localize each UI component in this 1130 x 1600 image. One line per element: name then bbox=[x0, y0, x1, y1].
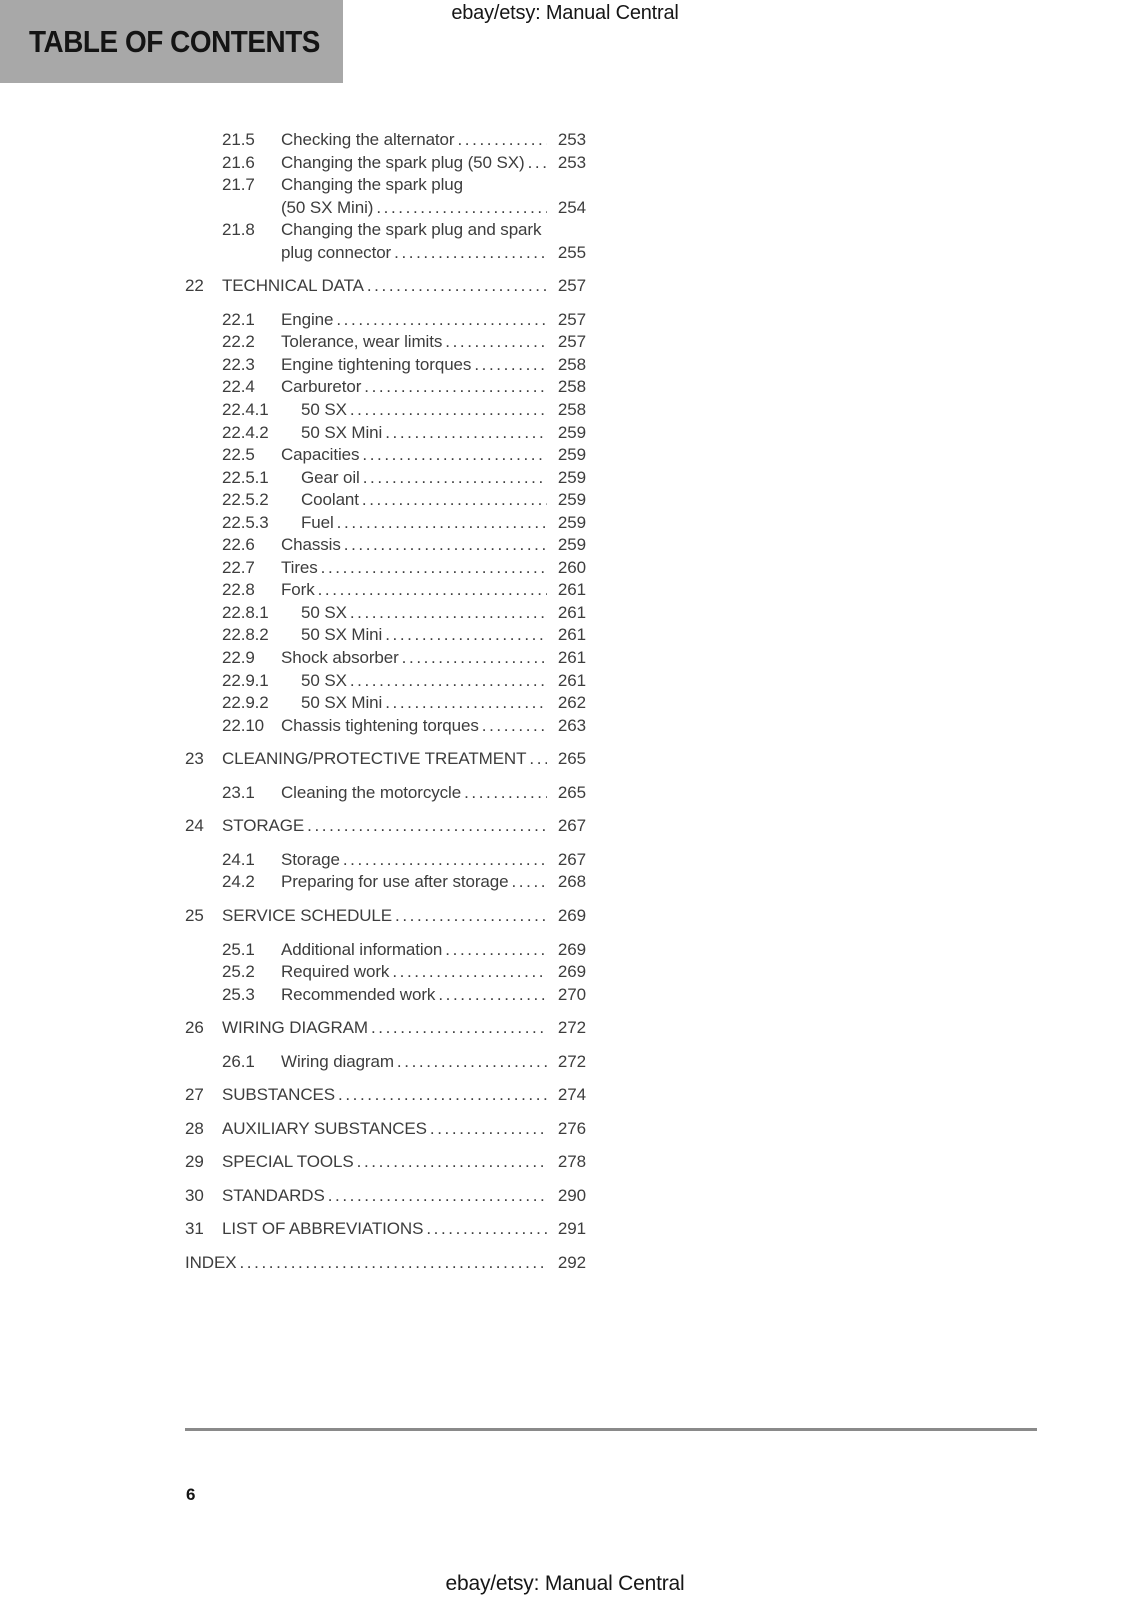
toc-entry-number: 26 bbox=[185, 1018, 204, 1038]
toc-entry bbox=[185, 242, 586, 265]
toc-entry-number: 22.7 bbox=[222, 557, 255, 577]
toc-entry-number: 25 bbox=[185, 905, 204, 925]
toc-entry-page: 268 bbox=[557, 872, 586, 892]
toc-entry-number: 25.1 bbox=[222, 939, 255, 959]
toc-entry bbox=[185, 602, 586, 625]
toc-entry-number: 22.9 bbox=[222, 648, 255, 668]
toc-entry-number: 24.2 bbox=[222, 872, 255, 892]
dot-leader bbox=[321, 557, 547, 580]
dot-leader bbox=[362, 444, 547, 467]
toc-entry-page: 261 bbox=[557, 648, 586, 668]
toc-entry-number: 29 bbox=[185, 1152, 204, 1172]
toc-entry-title: Changing the spark plug and spark bbox=[281, 220, 542, 240]
toc-entry-page: 260 bbox=[557, 557, 586, 577]
dot-leader bbox=[482, 715, 547, 738]
toc-entry-number: 22.4.2 bbox=[222, 422, 269, 442]
toc-entry-number: 21.8 bbox=[222, 220, 255, 240]
toc-entry-number: 22.5.2 bbox=[222, 490, 269, 510]
toc-entry-title: Fuel bbox=[301, 512, 334, 532]
toc-entry-page: 262 bbox=[557, 693, 586, 713]
toc-entry bbox=[185, 129, 586, 152]
toc-entry-number: 21.5 bbox=[222, 130, 255, 149]
dot-leader bbox=[364, 376, 547, 399]
toc-entry-page: 272 bbox=[557, 1018, 586, 1038]
toc-entry bbox=[185, 275, 586, 298]
toc-entry-title: Coolant bbox=[301, 490, 359, 510]
toc-entry bbox=[185, 782, 586, 805]
toc-entry-title: Additional information bbox=[281, 939, 443, 959]
dot-leader bbox=[445, 331, 547, 354]
dot-leader bbox=[239, 1252, 547, 1275]
toc-entry-title: WIRING DIAGRAM bbox=[222, 1018, 368, 1038]
dot-leader bbox=[392, 961, 547, 984]
toc-entry-title: 50 SX bbox=[301, 400, 347, 420]
toc-entry-title: Checking the alternator bbox=[281, 130, 455, 149]
toc-entry-title: Wiring diagram bbox=[281, 1051, 394, 1071]
toc-entry-title: SUBSTANCES bbox=[222, 1085, 335, 1105]
toc-entry bbox=[185, 1151, 586, 1174]
toc-entry-number: 22.8.2 bbox=[222, 625, 269, 645]
dot-leader bbox=[457, 129, 547, 152]
toc-entry bbox=[185, 961, 586, 984]
toc-entry-number: 22.4.1 bbox=[222, 400, 269, 420]
toc-entry bbox=[185, 984, 586, 1007]
toc-entry bbox=[185, 1051, 586, 1074]
toc-entry bbox=[185, 624, 586, 647]
toc-entry-title: TECHNICAL DATA bbox=[222, 276, 364, 296]
toc-entry-page: 257 bbox=[557, 332, 586, 352]
toc-entry-title: Capacities bbox=[281, 445, 360, 465]
dot-leader bbox=[376, 197, 547, 220]
footer-divider bbox=[185, 1428, 1037, 1431]
toc-entry-number: 22.5.3 bbox=[222, 512, 269, 532]
dot-leader bbox=[511, 871, 547, 894]
toc-entry bbox=[185, 939, 586, 962]
toc-entry-page: 259 bbox=[557, 490, 586, 510]
dot-leader bbox=[350, 670, 547, 693]
dot-leader bbox=[464, 782, 547, 805]
toc-entry-number: 21.7 bbox=[222, 175, 255, 195]
toc-entry-title: SPECIAL TOOLS bbox=[222, 1152, 354, 1172]
toc-entry-title: Storage bbox=[281, 849, 340, 869]
toc-heading-box bbox=[0, 0, 343, 83]
toc-entry-number: 27 bbox=[185, 1085, 204, 1105]
toc-entry-title: SERVICE SCHEDULE bbox=[222, 905, 393, 925]
toc-entry bbox=[185, 534, 586, 557]
dot-leader bbox=[402, 647, 547, 670]
toc-entry-page: 263 bbox=[557, 715, 586, 735]
toc-entry-title: Chassis tightening torques bbox=[281, 715, 479, 735]
toc-entry bbox=[185, 715, 586, 738]
toc-entry bbox=[185, 748, 586, 771]
footer-title: ebay/etsy: Manual Central bbox=[445, 1572, 685, 1595]
toc-entry-title: Engine bbox=[281, 309, 334, 329]
toc-entry-number: 28 bbox=[185, 1118, 204, 1138]
toc-entry-page: 276 bbox=[557, 1118, 586, 1138]
toc-entry bbox=[185, 219, 586, 242]
toc-entry-title: Carburetor bbox=[281, 377, 362, 397]
toc-entry bbox=[185, 692, 586, 715]
toc-entry-number: 22.3 bbox=[222, 354, 255, 374]
toc-entry-page: 258 bbox=[557, 377, 586, 397]
toc-entry bbox=[185, 557, 586, 580]
toc-entry-page: 259 bbox=[557, 535, 586, 555]
dot-leader bbox=[337, 512, 547, 535]
toc-entry-title: Preparing for use after storage bbox=[281, 872, 509, 892]
toc-entry-title: Cleaning the motorcycle bbox=[281, 782, 462, 802]
toc-entry-title: CLEANING/PROTECTIVE TREATMENT bbox=[222, 749, 527, 769]
toc-entry-number: 21.6 bbox=[222, 152, 255, 172]
dot-leader bbox=[474, 354, 547, 377]
page-number: 6 bbox=[186, 1485, 196, 1504]
dot-leader bbox=[394, 242, 547, 265]
toc-entry bbox=[185, 579, 586, 602]
toc-entry-number: 23 bbox=[185, 749, 204, 769]
toc-entry-page: 290 bbox=[557, 1185, 586, 1205]
dot-leader bbox=[328, 1185, 547, 1208]
toc-entry-page: 254 bbox=[557, 197, 586, 217]
toc-entry-number: 31 bbox=[185, 1219, 204, 1239]
toc-entry-title: 50 SX Mini bbox=[301, 422, 383, 442]
toc-entry bbox=[185, 1185, 586, 1208]
toc-entry-page: 258 bbox=[557, 354, 586, 374]
toc-entry-page: 253 bbox=[557, 152, 586, 172]
toc-entry-number: 26.1 bbox=[222, 1051, 255, 1071]
toc-entry-title: STORAGE bbox=[222, 816, 305, 836]
toc-entry-title: Shock absorber bbox=[281, 648, 399, 668]
toc-entry-number: 22.8.1 bbox=[222, 602, 269, 622]
toc-entry bbox=[185, 489, 586, 512]
toc-entry-number: 22.9.2 bbox=[222, 693, 269, 713]
toc-entry-number: 22.1 bbox=[222, 309, 255, 329]
dot-leader bbox=[318, 579, 547, 602]
dot-leader bbox=[336, 309, 547, 332]
dot-leader bbox=[357, 1151, 547, 1174]
toc-entry bbox=[185, 1252, 586, 1275]
dot-leader bbox=[426, 1218, 547, 1241]
toc-entry-number: 22.5 bbox=[222, 445, 255, 465]
toc-entry-page: 257 bbox=[557, 276, 586, 296]
dot-leader bbox=[385, 692, 547, 715]
toc-entry-page: 255 bbox=[557, 242, 586, 262]
toc-entry bbox=[185, 331, 586, 354]
dot-leader bbox=[397, 1051, 547, 1074]
toc-list bbox=[185, 129, 586, 1275]
dot-leader bbox=[438, 984, 547, 1007]
toc-entry bbox=[185, 905, 586, 928]
toc-entry-title: Engine tightening torques bbox=[281, 354, 472, 374]
toc-entry-title: 50 SX Mini bbox=[301, 693, 383, 713]
header-title: ebay/etsy: Manual Central bbox=[451, 2, 679, 24]
toc-entry bbox=[185, 422, 586, 445]
dot-leader bbox=[362, 489, 547, 512]
toc-entry-page: 261 bbox=[557, 670, 586, 690]
toc-entry bbox=[185, 670, 586, 693]
toc-entry-title: Recommended work bbox=[281, 984, 436, 1004]
toc-entry bbox=[185, 354, 586, 377]
toc-entry-page: 259 bbox=[557, 467, 586, 487]
toc-entry bbox=[185, 197, 586, 220]
dot-leader bbox=[350, 602, 547, 625]
toc-entry-title: STANDARDS bbox=[222, 1185, 325, 1205]
toc-entry-page: 278 bbox=[557, 1152, 586, 1172]
toc-entry-page: 292 bbox=[557, 1252, 586, 1272]
toc-entry-title: AUXILIARY SUBSTANCES bbox=[222, 1118, 427, 1138]
toc-entry-title: 50 SX Mini bbox=[301, 625, 383, 645]
toc-entry-title: Required work bbox=[281, 962, 390, 982]
toc-entry-number: 22.9.1 bbox=[222, 670, 269, 690]
toc-entry-page: 272 bbox=[557, 1051, 586, 1071]
toc-entry-number: 25.2 bbox=[222, 962, 255, 982]
toc-entry bbox=[185, 309, 586, 332]
toc-entry-title: plug connector bbox=[281, 242, 392, 262]
dot-leader bbox=[395, 905, 547, 928]
toc-entry-number: 22.6 bbox=[222, 535, 255, 555]
toc-entry-title: Chassis bbox=[281, 535, 341, 555]
toc-entry-number: 22.2 bbox=[222, 332, 255, 352]
toc-entry-page: 265 bbox=[557, 749, 586, 769]
toc-entry bbox=[185, 399, 586, 422]
toc-entry bbox=[185, 871, 586, 894]
toc-entry-title: Changing the spark plug bbox=[281, 175, 463, 195]
dot-leader bbox=[350, 399, 547, 422]
toc-entry-page: 261 bbox=[557, 625, 586, 645]
dot-leader bbox=[445, 939, 547, 962]
toc-entry-page: 267 bbox=[557, 816, 586, 836]
toc-entry bbox=[185, 815, 586, 838]
toc-entry-number: 22.4 bbox=[222, 377, 255, 397]
toc-entry-page: 269 bbox=[557, 939, 586, 959]
toc-entry-title: 50 SX bbox=[301, 602, 347, 622]
dot-leader bbox=[338, 1084, 547, 1107]
toc-entry-number: 23.1 bbox=[222, 782, 255, 802]
dot-leader bbox=[367, 275, 547, 298]
toc-entry bbox=[185, 444, 586, 467]
toc-entry-number: 30 bbox=[185, 1185, 204, 1205]
dot-leader bbox=[385, 624, 547, 647]
toc-entry bbox=[185, 849, 586, 872]
dot-leader bbox=[528, 152, 547, 175]
toc-entry-title: 50 SX bbox=[301, 670, 347, 690]
toc-entry-title: Gear oil bbox=[301, 467, 360, 487]
toc-entry bbox=[185, 512, 586, 535]
toc-entry-page: 261 bbox=[557, 580, 586, 600]
toc-entry-page: 274 bbox=[557, 1085, 586, 1105]
toc-entry-title: Changing the spark plug (50 SX) bbox=[281, 152, 525, 172]
toc-entry bbox=[185, 1084, 586, 1107]
toc-entry-page: 258 bbox=[557, 400, 586, 420]
toc-entry-page: 259 bbox=[557, 445, 586, 465]
toc-heading: TABLE OF CONTENTS bbox=[29, 23, 320, 59]
dot-leader bbox=[343, 849, 547, 872]
toc-entry-title: INDEX bbox=[185, 1252, 237, 1272]
toc-entry bbox=[185, 1017, 586, 1040]
toc-entry-page: 253 bbox=[557, 130, 586, 149]
toc-entry-number: 22.5.1 bbox=[222, 467, 269, 487]
toc-entry-number: 22.8 bbox=[222, 580, 255, 600]
toc-entry-page: 261 bbox=[557, 602, 586, 622]
toc-entry bbox=[185, 1218, 586, 1241]
toc-entry-number: 22 bbox=[185, 276, 204, 296]
toc-entry-page: 257 bbox=[557, 309, 586, 329]
toc-entry-title: Tires bbox=[281, 557, 318, 577]
dot-leader bbox=[430, 1118, 547, 1141]
toc-entry-page: 269 bbox=[557, 905, 586, 925]
toc-entry bbox=[185, 1118, 586, 1141]
toc-entry-page: 259 bbox=[557, 422, 586, 442]
dot-leader bbox=[385, 422, 547, 445]
toc-entry-page: 269 bbox=[557, 962, 586, 982]
toc-entry bbox=[185, 152, 586, 175]
toc-entry bbox=[185, 376, 586, 399]
toc-entry-page: 291 bbox=[557, 1219, 586, 1239]
dot-leader bbox=[344, 534, 547, 557]
toc-entry-page: 259 bbox=[557, 512, 586, 532]
toc-entry-title: (50 SX Mini) bbox=[281, 197, 374, 217]
toc-entry-page: 270 bbox=[557, 984, 586, 1004]
toc-entry bbox=[185, 174, 586, 197]
toc-entry-number: 22.10 bbox=[222, 715, 265, 735]
dot-leader bbox=[529, 748, 547, 771]
toc-entry-title: Fork bbox=[281, 580, 315, 600]
toc-entry bbox=[185, 647, 586, 670]
toc-entry-number: 24.1 bbox=[222, 849, 255, 869]
dot-leader bbox=[363, 467, 547, 490]
toc-entry-number: 24 bbox=[185, 816, 204, 836]
toc-entry-page: 267 bbox=[557, 849, 586, 869]
toc-entry-page: 265 bbox=[557, 782, 586, 802]
toc-entry-title: Tolerance, wear limits bbox=[281, 332, 443, 352]
toc-entry-number: 25.3 bbox=[222, 984, 255, 1004]
dot-leader bbox=[371, 1017, 547, 1040]
toc-entry bbox=[185, 467, 586, 490]
dot-leader bbox=[307, 815, 547, 838]
toc-entry-title: LIST OF ABBREVIATIONS bbox=[222, 1219, 424, 1239]
